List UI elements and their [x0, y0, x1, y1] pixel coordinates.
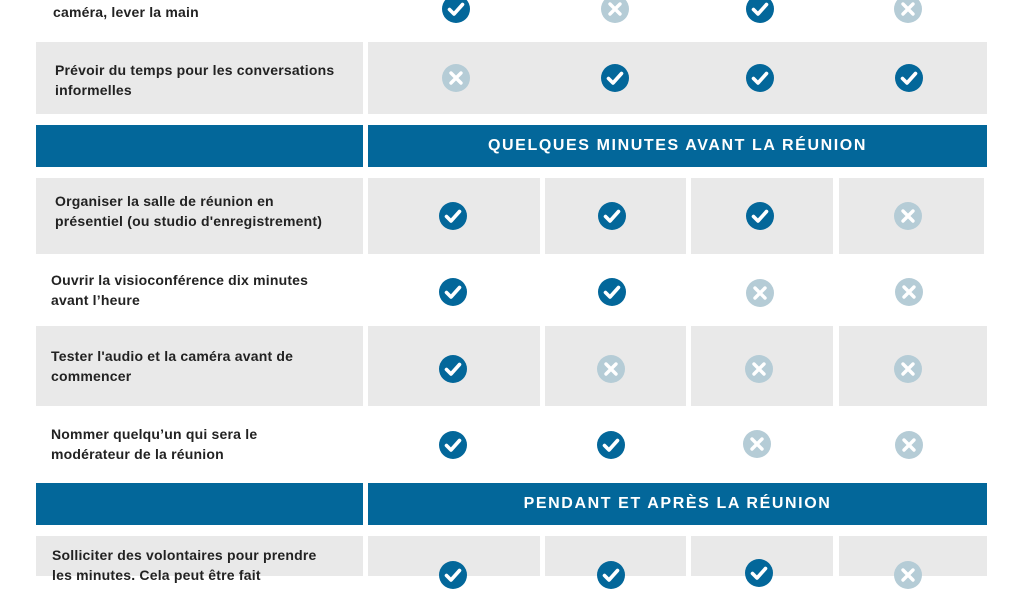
cross-circle-icon — [894, 430, 924, 460]
cross-circle-icon — [600, 0, 630, 24]
check-circle-icon — [597, 201, 627, 231]
section-header-left — [36, 483, 363, 525]
row-label: Prévoir du temps pour les conversations informelles — [55, 62, 335, 98]
check-circle-icon — [438, 560, 468, 590]
section-title: PENDANT ET APRÈS LA RÉUNION — [523, 495, 832, 512]
check-circle-icon — [441, 0, 471, 24]
cross-circle-icon — [894, 277, 924, 307]
cross-circle-icon — [596, 354, 626, 384]
cross-circle-icon — [893, 201, 923, 231]
check-circle-icon — [597, 277, 627, 307]
check-circle-icon — [438, 430, 468, 460]
cross-circle-icon — [744, 354, 774, 384]
check-circle-icon — [894, 63, 924, 93]
cross-circle-icon — [745, 278, 775, 308]
section-header-left — [36, 125, 363, 167]
check-circle-icon — [745, 201, 775, 231]
check-circle-icon — [438, 354, 468, 384]
row-label: Ouvrir la visioconférence dix minutes avant l’heure — [51, 272, 309, 308]
check-circle-icon — [745, 0, 775, 24]
check-circle-icon — [596, 430, 626, 460]
check-circle-icon — [744, 558, 774, 588]
check-circle-icon — [600, 63, 630, 93]
cross-circle-icon — [742, 429, 772, 459]
cross-circle-icon — [441, 63, 471, 93]
check-circle-icon — [745, 63, 775, 93]
check-circle-icon — [438, 277, 468, 307]
row-label: Tester l'audio et la caméra avant de commencer — [51, 348, 294, 384]
cross-circle-icon — [893, 354, 923, 384]
check-circle-icon — [438, 201, 468, 231]
cross-circle-icon — [893, 560, 923, 590]
row-label: Organiser la salle de réunion en présentiel (ou studio d'enregistrement) — [55, 193, 323, 229]
check-circle-icon — [596, 560, 626, 590]
row-label: Nommer quelqu’un qui sera le modérateur de la réunion — [51, 426, 258, 462]
section-title: QUELQUES MINUTES AVANT LA RÉUNION — [487, 137, 868, 154]
row-label: Solliciter des volontaires pour prendre les minutes. Cela peut être fait — [52, 547, 317, 583]
cross-circle-icon — [893, 0, 923, 24]
row-label: caméra, lever la main — [53, 4, 199, 20]
